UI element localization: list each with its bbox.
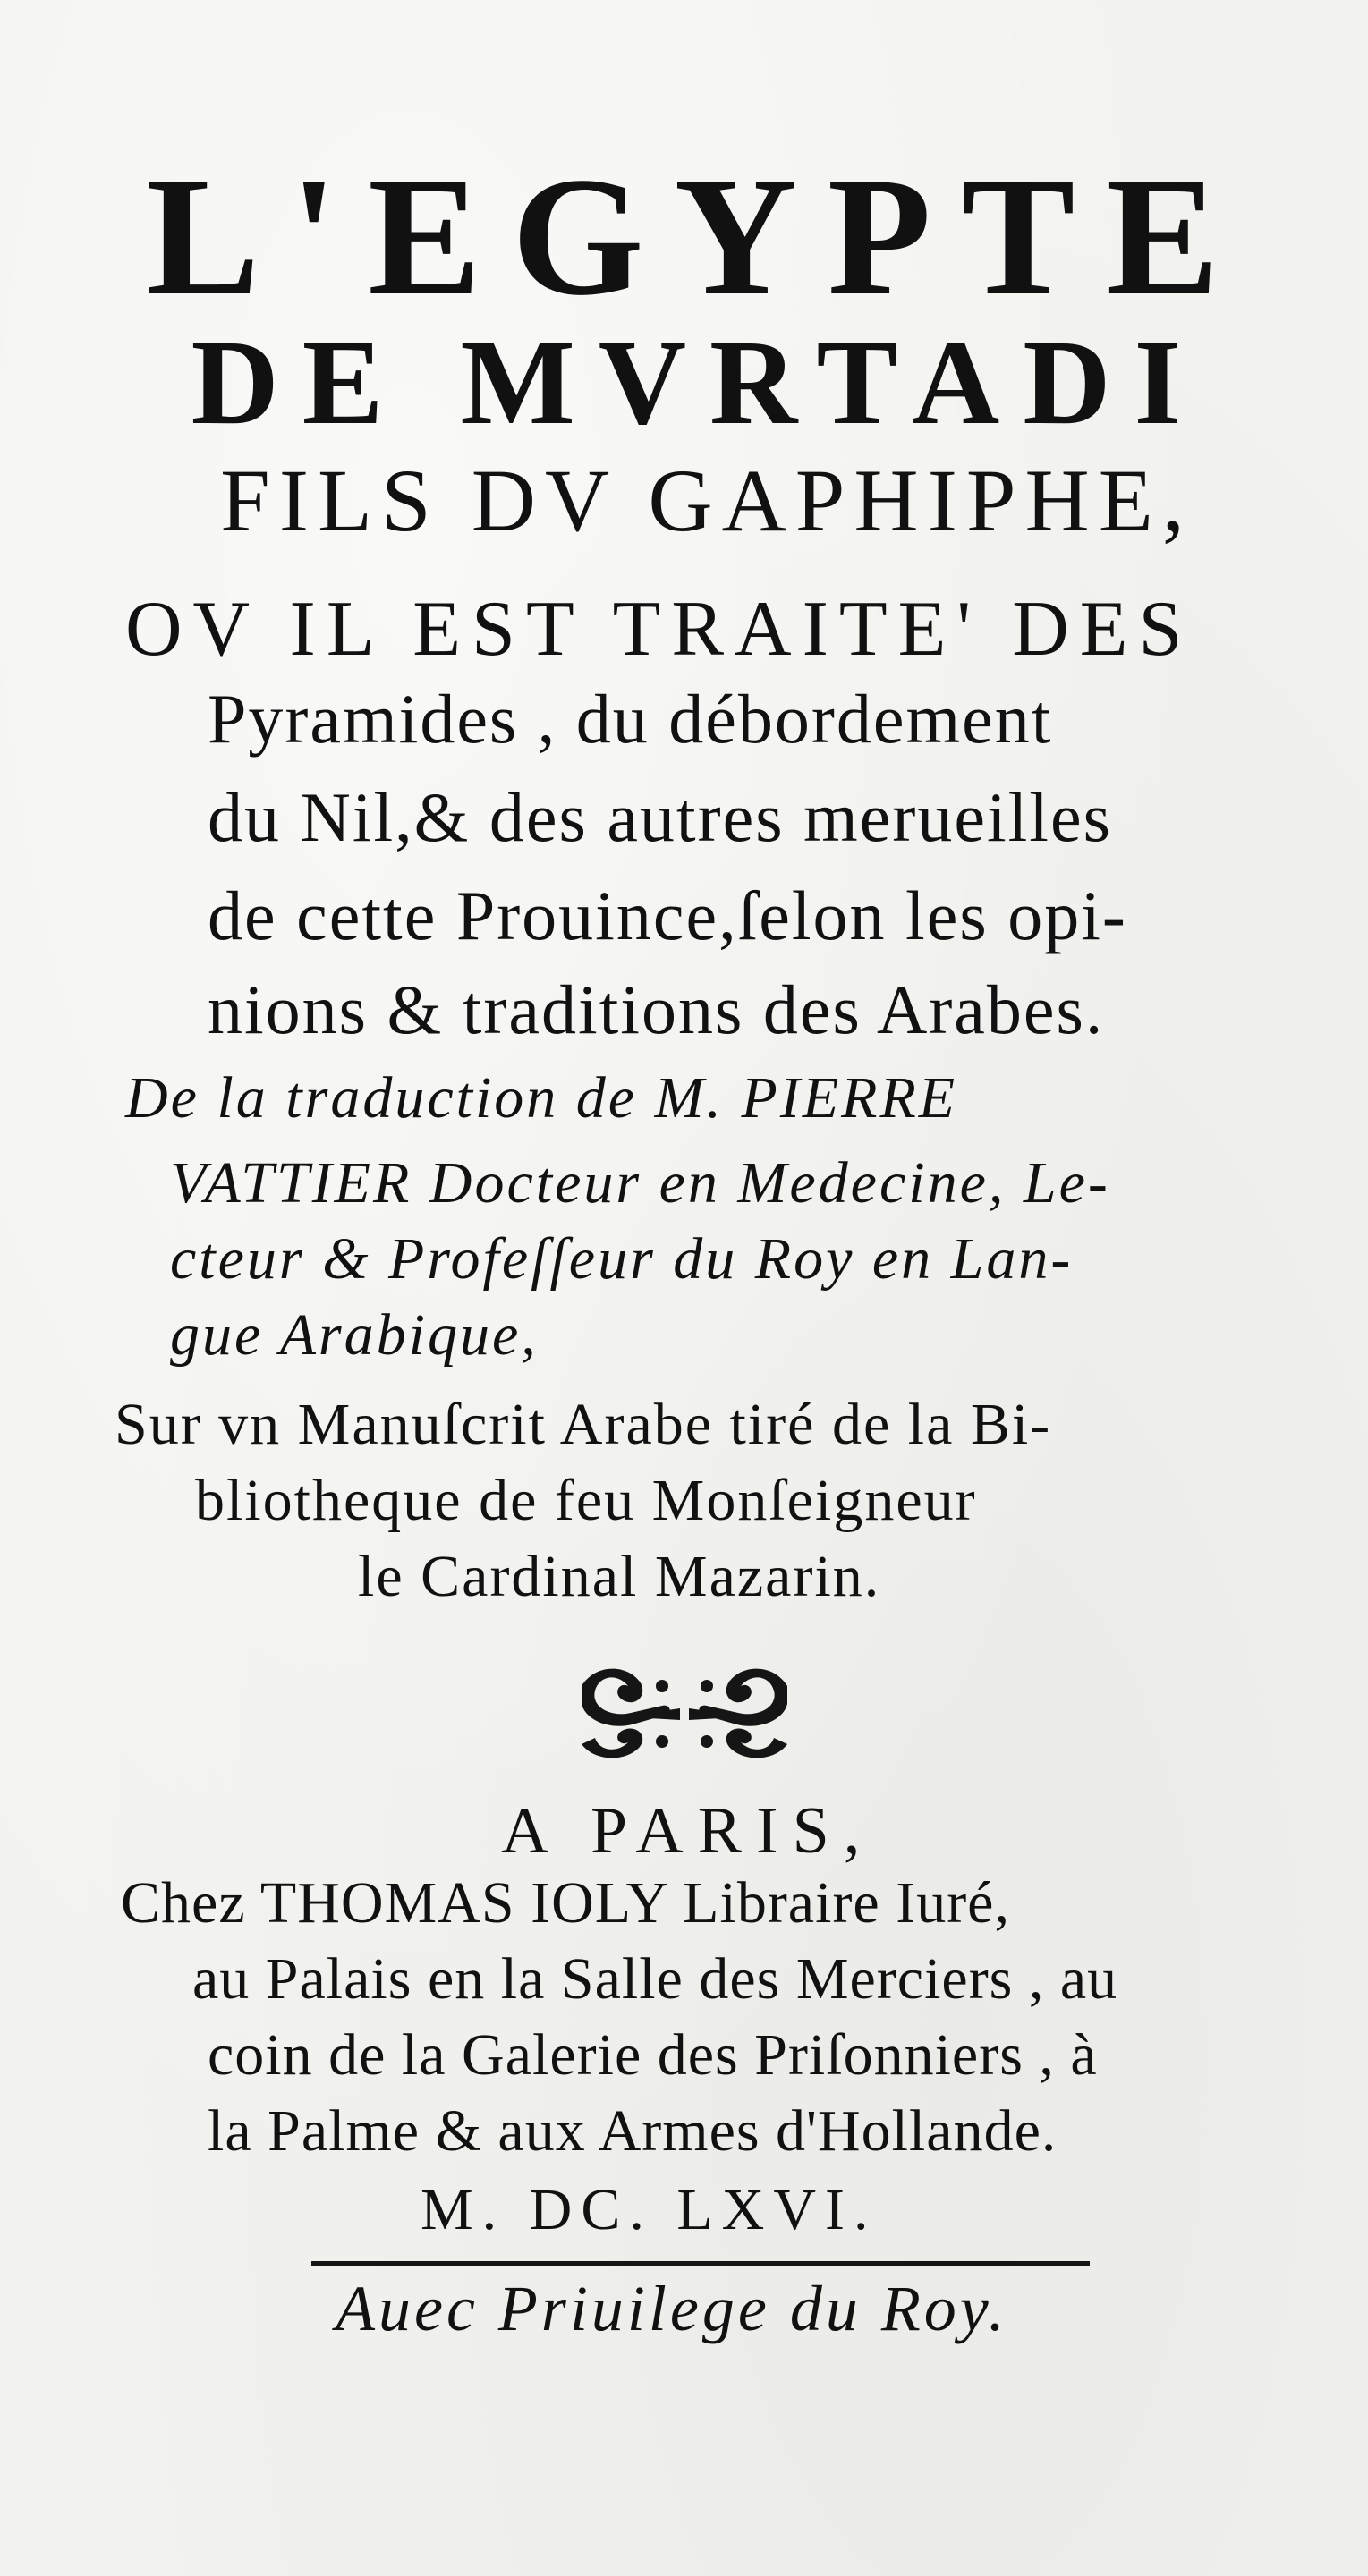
imprint-line-4: la Palme & aux Armes d'Hollande. xyxy=(208,2098,1058,2164)
imprint-city: A PARIS, xyxy=(501,1794,875,1868)
privilege-line: Auec Priuilege du Roy. xyxy=(336,2273,1008,2344)
title-line-4: OV IL EST TRAITE' DES xyxy=(125,586,1194,673)
source-line-2: bliotheque de feu Monſeigneur xyxy=(195,1468,977,1533)
source-line-3: le Cardinal Mazarin. xyxy=(358,1544,881,1609)
title-line-3: FILS DV GAPHIPHE, xyxy=(220,451,1194,550)
imprint-line-3: coin de la Galerie des Priſonniers , à xyxy=(208,2022,1098,2088)
title-line-2: DE MVRTADI xyxy=(191,316,1205,450)
translator-line-1: De la traduction de M. PIERRE xyxy=(125,1065,958,1131)
translator-line-3: cteur & Profeſſeur du Roy en Lan- xyxy=(170,1226,1074,1292)
imprint-year: M. DC. LXVI. xyxy=(421,2177,878,2242)
title-line-1: L'EGYPTE xyxy=(146,143,1250,331)
fleuron-ornament-icon xyxy=(564,1659,805,1767)
source-line-1: Sur vn Manuſcrit Arabe tiré de la Bi- xyxy=(115,1392,1052,1457)
imprint-line-1: Chez THOMAS IOLY Libraire Iuré, xyxy=(121,1870,1010,1936)
horizontal-rule xyxy=(311,2261,1090,2266)
translator-line-4: gue Arabique, xyxy=(170,1302,539,1368)
translator-line-2: VATTIER Docteur en Medecine, Le- xyxy=(170,1150,1110,1216)
description-line-2: du Nil,& des autres merueilles xyxy=(208,778,1112,856)
description-line-3: de cette Prouince,ſelon les opi- xyxy=(208,877,1127,954)
description-line-4: nions & traditions des Arabes. xyxy=(208,970,1105,1048)
imprint-line-2: au Palais en la Salle des Merciers , au xyxy=(192,1946,1118,2012)
description-line-1: Pyramides , du débordement xyxy=(208,680,1053,758)
